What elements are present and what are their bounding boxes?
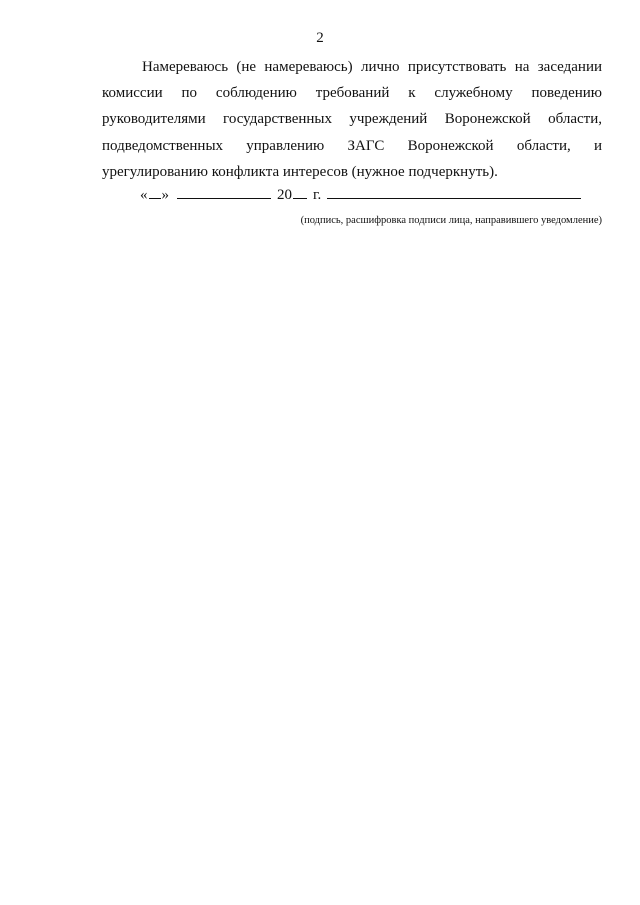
close-quote: »	[161, 187, 169, 203]
month-blank	[177, 186, 271, 199]
page-number: 2	[316, 30, 324, 46]
signature-blank	[327, 186, 581, 199]
date-signature-line	[140, 186, 581, 204]
attendance-paragraph: Намереваюсь (не намереваюсь) лично присутствовать на заседании комиссии по соблюдению требований к служебному поведению руководителями государственных учреждений Воронежской области, подведомственных управлению ЗАГС Воронежской области, и урегулированию конфликта интересов (нужное подчеркнуть).	[102, 59, 602, 180]
year-blank	[293, 186, 307, 199]
notice-body	[102, 54, 602, 185]
signature-caption: (подпись, расшифровка подписи лица, направившего уведомление)	[300, 215, 602, 226]
open-quote: «	[140, 187, 148, 203]
day-blank	[149, 186, 161, 199]
year-suffix: г.	[313, 187, 322, 203]
year-prefix: 20	[277, 187, 292, 203]
